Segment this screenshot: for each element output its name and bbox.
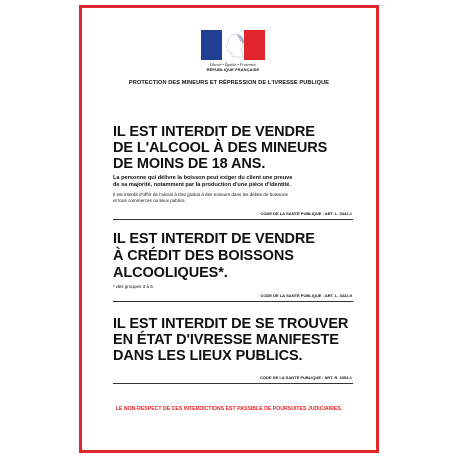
tricolor-flag-icon — [201, 30, 265, 60]
republique-francaise-logo — [201, 30, 265, 72]
section1-lead-line: de sa majorité, notamment par la production d'une pièce d'identité. — [113, 182, 291, 188]
section1-heading-line: DE MOINS DE 18 ANS. — [113, 156, 266, 172]
section-divider — [113, 219, 353, 220]
section2-reference: CODE DE LA SANTÉ PUBLIQUE : ART. L. 3322-9 — [260, 293, 352, 298]
section1-note-line: et tous commerces ou lieux publics. — [113, 198, 186, 203]
section2-footnote: * des groupes 3 à 5. — [113, 284, 155, 289]
section3-heading-line: IL EST INTERDIT DE SE TROUVER — [113, 316, 349, 332]
republic-label: RÉPUBLIQUE FRANÇAISE — [206, 67, 260, 72]
section3-heading-line: DANS LES LIEUX PUBLICS. — [113, 348, 303, 364]
section2-heading-line: IL EST INTERDIT DE VENDRE — [113, 231, 315, 247]
section-divider — [113, 383, 353, 384]
section3-heading-line: EN ÉTAT D'IVRESSE MANIFESTE — [113, 332, 339, 348]
section1-note-line: Il est interdit d'offrir de l'alcool à titre gratuit à des mineurs dans les débits de boissons — [113, 192, 288, 197]
motto-text: Liberté • Égalité • Fraternité — [209, 62, 257, 67]
section1-reference: CODE DE LA SANTÉ PUBLIQUE : ART. L. 3342-1 — [260, 211, 352, 216]
section3-reference: CODE DE LA SANTÉ PUBLIQUE : ART. R. 3353-1 — [260, 375, 352, 380]
section2-heading-line: À CRÉDIT DES BOISSONS — [113, 248, 294, 264]
section1-lead-line: La personne qui délivre la boisson peut exiger du client une preuve — [113, 175, 293, 181]
poster-header: PROTECTION DES MINEURS ET RÉPRESSION DE L'IVRESSE PUBLIQUE — [128, 80, 330, 86]
section1-heading-line: DE L'ALCOOL À DES MINEURS — [113, 140, 328, 156]
marianne-profile-icon — [223, 32, 245, 58]
poster-frame — [79, 5, 379, 453]
section1-heading-line: IL EST INTERDIT DE VENDRE — [113, 124, 315, 140]
section-divider — [113, 301, 353, 302]
legal-warning-footer: LE NON-RESPECT DE CES INTERDICTIONS EST PASSIBLE DE POURSUITES JUDICIAIRES. — [115, 406, 343, 412]
section2-heading-line: ALCOOLIQUES*. — [113, 265, 228, 281]
